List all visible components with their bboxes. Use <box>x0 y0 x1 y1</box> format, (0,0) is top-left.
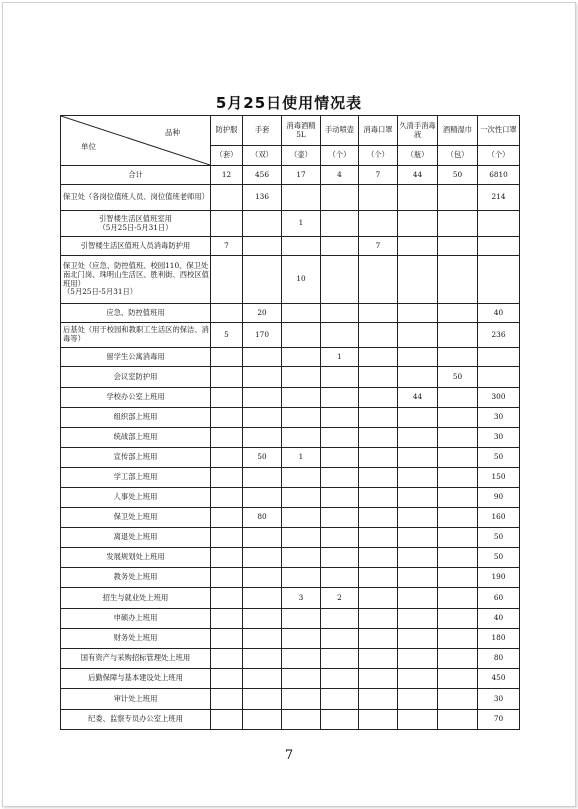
value-cell <box>438 669 478 689</box>
value-cell: 170 <box>243 323 282 348</box>
value-cell <box>243 528 282 548</box>
value-cell <box>359 649 398 669</box>
diagonal-line <box>61 116 210 165</box>
value-cell <box>211 304 243 323</box>
value-cell <box>211 348 243 367</box>
value-cell <box>438 256 478 304</box>
table-row <box>61 669 520 689</box>
table-row <box>61 428 520 448</box>
value-cell <box>243 689 282 710</box>
value-cell <box>359 256 398 304</box>
value-cell <box>359 669 398 689</box>
value-cell <box>211 488 243 508</box>
value-cell <box>398 568 438 588</box>
value-cell: 150 <box>478 468 520 488</box>
unit-cell: 留学生公寓消毒用 <box>61 348 211 367</box>
value-cell <box>321 323 359 348</box>
value-cell <box>438 649 478 669</box>
unit-cell: 引智楼生活区值班室用 （5月25日-5月31日） <box>61 211 211 237</box>
value-cell: 4 <box>321 166 359 185</box>
value-cell <box>211 609 243 629</box>
value-cell <box>211 588 243 609</box>
unit-cell: 引智楼生活区值班人员消毒防护用 <box>61 237 211 256</box>
value-cell: 60 <box>478 588 520 609</box>
unit-cell: 保卫处（各岗位值班人员、岗位值班老师用） <box>61 185 211 211</box>
table-row <box>61 588 520 609</box>
diagonal-header-cell <box>61 116 211 166</box>
col-unit: （双） <box>243 146 282 166</box>
value-cell <box>243 488 282 508</box>
value-cell <box>398 348 438 367</box>
value-cell: 70 <box>478 710 520 730</box>
table-row <box>61 609 520 629</box>
value-cell <box>211 256 243 304</box>
table-row <box>61 528 520 548</box>
unit-cell: 保卫处（应急、防控值班、校园110、保卫处南北门岗、珠明山生活区、胜利街、西校区值班用） （5月25日-5月31日） <box>61 256 211 304</box>
value-cell <box>211 448 243 468</box>
table-row <box>61 367 520 388</box>
value-cell <box>398 237 438 256</box>
value-cell <box>243 548 282 568</box>
table-row <box>61 508 520 528</box>
value-cell <box>398 528 438 548</box>
value-cell <box>478 237 520 256</box>
value-cell <box>478 348 520 367</box>
value-cell <box>398 609 438 629</box>
value-cell <box>359 185 398 211</box>
value-cell <box>359 448 398 468</box>
value-cell <box>211 428 243 448</box>
value-cell: 50 <box>478 448 520 468</box>
value-cell <box>438 211 478 237</box>
value-cell <box>211 468 243 488</box>
usage-table <box>60 115 520 730</box>
value-cell: 44 <box>398 388 438 408</box>
value-cell <box>282 568 321 588</box>
value-cell <box>398 710 438 730</box>
value-cell <box>359 211 398 237</box>
value-cell: 40 <box>478 304 520 323</box>
value-cell <box>398 448 438 468</box>
header-row-names <box>61 116 520 146</box>
value-cell <box>282 528 321 548</box>
value-cell <box>438 508 478 528</box>
value-cell <box>398 669 438 689</box>
header-unit-label: 单位 <box>81 141 96 151</box>
value-cell <box>243 609 282 629</box>
value-cell <box>438 323 478 348</box>
value-cell <box>321 609 359 629</box>
value-cell <box>243 468 282 488</box>
value-cell: 20 <box>243 304 282 323</box>
value-cell <box>359 568 398 588</box>
table-row <box>61 548 520 568</box>
value-cell <box>282 237 321 256</box>
value-cell <box>438 629 478 649</box>
value-cell <box>321 185 359 211</box>
value-cell: 50 <box>438 166 478 185</box>
value-cell <box>359 304 398 323</box>
table-row <box>61 185 520 211</box>
col-unit: （个） <box>478 146 520 166</box>
table-row <box>61 237 520 256</box>
value-cell <box>282 323 321 348</box>
value-cell <box>282 689 321 710</box>
value-cell <box>398 508 438 528</box>
header-item-label: 品种 <box>165 128 180 137</box>
col-unit: （瓶） <box>398 146 438 166</box>
value-cell <box>211 408 243 428</box>
value-cell <box>211 629 243 649</box>
value-cell <box>359 468 398 488</box>
value-cell <box>282 185 321 211</box>
value-cell <box>438 488 478 508</box>
value-cell <box>321 388 359 408</box>
value-cell <box>321 428 359 448</box>
unit-cell: 后勤保障与基本建设处上班用 <box>61 669 211 689</box>
value-cell <box>243 588 282 609</box>
value-cell: 236 <box>478 323 520 348</box>
value-cell <box>282 408 321 428</box>
value-cell: 2 <box>321 588 359 609</box>
value-cell <box>243 237 282 256</box>
value-cell <box>282 548 321 568</box>
value-cell <box>282 367 321 388</box>
value-cell <box>438 237 478 256</box>
value-cell <box>282 388 321 408</box>
value-cell <box>211 388 243 408</box>
unit-cell: 保卫处上班用 <box>61 508 211 528</box>
value-cell <box>478 367 520 388</box>
unit-cell: 国有资产与采购招标管理处上班用 <box>61 649 211 669</box>
unit-cell: 会议室防护用 <box>61 367 211 388</box>
unit-cell: 应急、防控值班用 <box>61 304 211 323</box>
value-cell <box>438 388 478 408</box>
unit-cell: 人事处上班用 <box>61 488 211 508</box>
unit-cell: 教务处上班用 <box>61 568 211 588</box>
table-row <box>61 710 520 730</box>
value-cell <box>243 367 282 388</box>
total-row <box>61 166 520 185</box>
table-row <box>61 649 520 669</box>
value-cell <box>438 185 478 211</box>
value-cell <box>243 348 282 367</box>
value-cell: 80 <box>243 508 282 528</box>
value-cell: 1 <box>321 348 359 367</box>
value-cell <box>321 689 359 710</box>
value-cell <box>321 468 359 488</box>
value-cell: 190 <box>478 568 520 588</box>
unit-cell: 宣传部上班用 <box>61 448 211 468</box>
value-cell <box>398 548 438 568</box>
value-cell: 40 <box>478 609 520 629</box>
value-cell: 3 <box>282 588 321 609</box>
value-cell <box>282 488 321 508</box>
value-cell <box>211 689 243 710</box>
value-cell: 17 <box>282 166 321 185</box>
table-row <box>61 568 520 588</box>
value-cell <box>398 588 438 609</box>
value-cell: 450 <box>478 669 520 689</box>
value-cell <box>243 669 282 689</box>
value-cell <box>359 367 398 388</box>
value-cell <box>211 528 243 548</box>
value-cell <box>282 508 321 528</box>
value-cell <box>438 568 478 588</box>
value-cell <box>478 256 520 304</box>
value-cell <box>211 669 243 689</box>
col-unit: （套） <box>211 146 243 166</box>
col-name: 消毒口罩 <box>359 116 398 146</box>
value-cell: 10 <box>282 256 321 304</box>
table-row <box>61 689 520 710</box>
value-cell <box>359 588 398 609</box>
value-cell: 50 <box>438 367 478 388</box>
value-cell <box>243 428 282 448</box>
value-cell <box>321 237 359 256</box>
unit-cell: 组织部上班用 <box>61 408 211 428</box>
value-cell: 30 <box>478 689 520 710</box>
value-cell <box>282 428 321 448</box>
value-cell <box>211 185 243 211</box>
value-cell <box>321 508 359 528</box>
table-row <box>61 488 520 508</box>
value-cell: 7 <box>359 237 398 256</box>
value-cell <box>211 649 243 669</box>
col-unit: （个） <box>321 146 359 166</box>
value-cell: 136 <box>243 185 282 211</box>
value-cell <box>438 428 478 448</box>
value-cell: 90 <box>478 488 520 508</box>
col-name: 酒精湿巾 <box>438 116 478 146</box>
value-cell <box>243 629 282 649</box>
value-cell: 7 <box>359 166 398 185</box>
value-cell <box>359 348 398 367</box>
value-cell <box>438 588 478 609</box>
value-cell <box>243 256 282 304</box>
unit-cell: 学校办公室上班用 <box>61 388 211 408</box>
table-row <box>61 448 520 468</box>
col-unit: （壶） <box>282 146 321 166</box>
value-cell <box>398 488 438 508</box>
table-row <box>61 408 520 428</box>
value-cell <box>321 256 359 304</box>
value-cell <box>398 304 438 323</box>
col-unit: （包） <box>438 146 478 166</box>
value-cell <box>398 185 438 211</box>
value-cell <box>359 408 398 428</box>
value-cell: 180 <box>478 629 520 649</box>
col-name: 消毒酒精5L <box>282 116 321 146</box>
value-cell <box>282 629 321 649</box>
value-cell <box>438 710 478 730</box>
value-cell <box>321 304 359 323</box>
value-cell: 30 <box>478 408 520 428</box>
value-cell <box>282 304 321 323</box>
value-cell <box>359 629 398 649</box>
value-cell <box>359 710 398 730</box>
value-cell <box>211 508 243 528</box>
value-cell <box>321 211 359 237</box>
table-title: 5月25日使用情况表 <box>215 94 363 112</box>
table-row <box>61 256 520 304</box>
value-cell <box>398 629 438 649</box>
col-name: 手动喷壶 <box>321 116 359 146</box>
value-cell <box>398 211 438 237</box>
table-row <box>61 304 520 323</box>
value-cell <box>321 669 359 689</box>
value-cell <box>398 428 438 448</box>
value-cell <box>398 408 438 428</box>
value-cell <box>321 408 359 428</box>
table-body <box>61 166 520 730</box>
value-cell <box>359 323 398 348</box>
value-cell <box>398 323 438 348</box>
unit-cell: 统战部上班用 <box>61 428 211 448</box>
col-name: 手套 <box>243 116 282 146</box>
value-cell <box>282 609 321 629</box>
value-cell <box>243 710 282 730</box>
value-cell <box>359 609 398 629</box>
value-cell <box>211 710 243 730</box>
value-cell <box>438 548 478 568</box>
value-cell <box>438 468 478 488</box>
value-cell <box>438 528 478 548</box>
value-cell <box>398 256 438 304</box>
unit-cell: 发展规划处上班用 <box>61 548 211 568</box>
value-cell <box>243 211 282 237</box>
value-cell: 1 <box>282 448 321 468</box>
value-cell: 5 <box>211 323 243 348</box>
value-cell <box>398 689 438 710</box>
value-cell <box>438 689 478 710</box>
col-unit: （个） <box>359 146 398 166</box>
value-cell <box>282 669 321 689</box>
col-name: 一次性口罩 <box>478 116 520 146</box>
value-cell <box>282 710 321 730</box>
value-cell <box>438 448 478 468</box>
value-cell <box>398 367 438 388</box>
value-cell <box>438 609 478 629</box>
value-cell: 12 <box>211 166 243 185</box>
value-cell: 6810 <box>478 166 520 185</box>
value-cell: 7 <box>211 237 243 256</box>
unit-cell: 纪委、监察专员办公室上班用 <box>61 710 211 730</box>
table-row <box>61 211 520 237</box>
value-cell <box>243 649 282 669</box>
unit-cell: 后基处（用于校园和教职工生活区的保洁、消毒等） <box>61 323 211 348</box>
value-cell <box>321 448 359 468</box>
value-cell <box>321 568 359 588</box>
table-row <box>61 468 520 488</box>
col-name: 久清手消毒液 <box>398 116 438 146</box>
unit-cell: 学工部上班用 <box>61 468 211 488</box>
table-row <box>61 348 520 367</box>
page-number: 7 <box>284 748 294 763</box>
value-cell <box>321 649 359 669</box>
value-cell: 80 <box>478 649 520 669</box>
value-cell <box>211 211 243 237</box>
value-cell <box>398 649 438 669</box>
value-cell: 1 <box>282 211 321 237</box>
value-cell: 50 <box>243 448 282 468</box>
table-row <box>61 323 520 348</box>
value-cell: 44 <box>398 166 438 185</box>
value-cell <box>438 348 478 367</box>
value-cell <box>243 408 282 428</box>
value-cell <box>211 367 243 388</box>
unit-cell: 申硕办上班用 <box>61 609 211 629</box>
value-cell <box>321 548 359 568</box>
value-cell: 456 <box>243 166 282 185</box>
value-cell <box>211 548 243 568</box>
value-cell: 160 <box>478 508 520 528</box>
unit-cell: 合计 <box>61 166 211 185</box>
value-cell <box>438 304 478 323</box>
value-cell: 50 <box>478 528 520 548</box>
value-cell: 214 <box>478 185 520 211</box>
value-cell <box>359 548 398 568</box>
value-cell <box>359 428 398 448</box>
value-cell <box>359 528 398 548</box>
value-cell <box>243 568 282 588</box>
value-cell <box>282 468 321 488</box>
table-row <box>61 388 520 408</box>
col-name: 防护服 <box>211 116 243 146</box>
value-cell: 300 <box>478 388 520 408</box>
value-cell <box>359 388 398 408</box>
value-cell <box>321 488 359 508</box>
unit-cell: 离退处上班用 <box>61 528 211 548</box>
value-cell <box>359 488 398 508</box>
value-cell <box>211 568 243 588</box>
value-cell <box>438 408 478 428</box>
unit-cell: 审计处上班用 <box>61 689 211 710</box>
value-cell <box>321 367 359 388</box>
value-cell: 50 <box>478 548 520 568</box>
value-cell <box>282 649 321 669</box>
value-cell: 30 <box>478 428 520 448</box>
value-cell <box>321 629 359 649</box>
value-cell <box>359 689 398 710</box>
table-row <box>61 629 520 649</box>
unit-cell: 招生与就业处上班用 <box>61 588 211 609</box>
unit-cell: 财务处上班用 <box>61 629 211 649</box>
value-cell <box>321 710 359 730</box>
value-cell <box>243 388 282 408</box>
value-cell <box>282 348 321 367</box>
value-cell <box>398 468 438 488</box>
value-cell <box>478 211 520 237</box>
value-cell <box>359 508 398 528</box>
value-cell <box>321 528 359 548</box>
